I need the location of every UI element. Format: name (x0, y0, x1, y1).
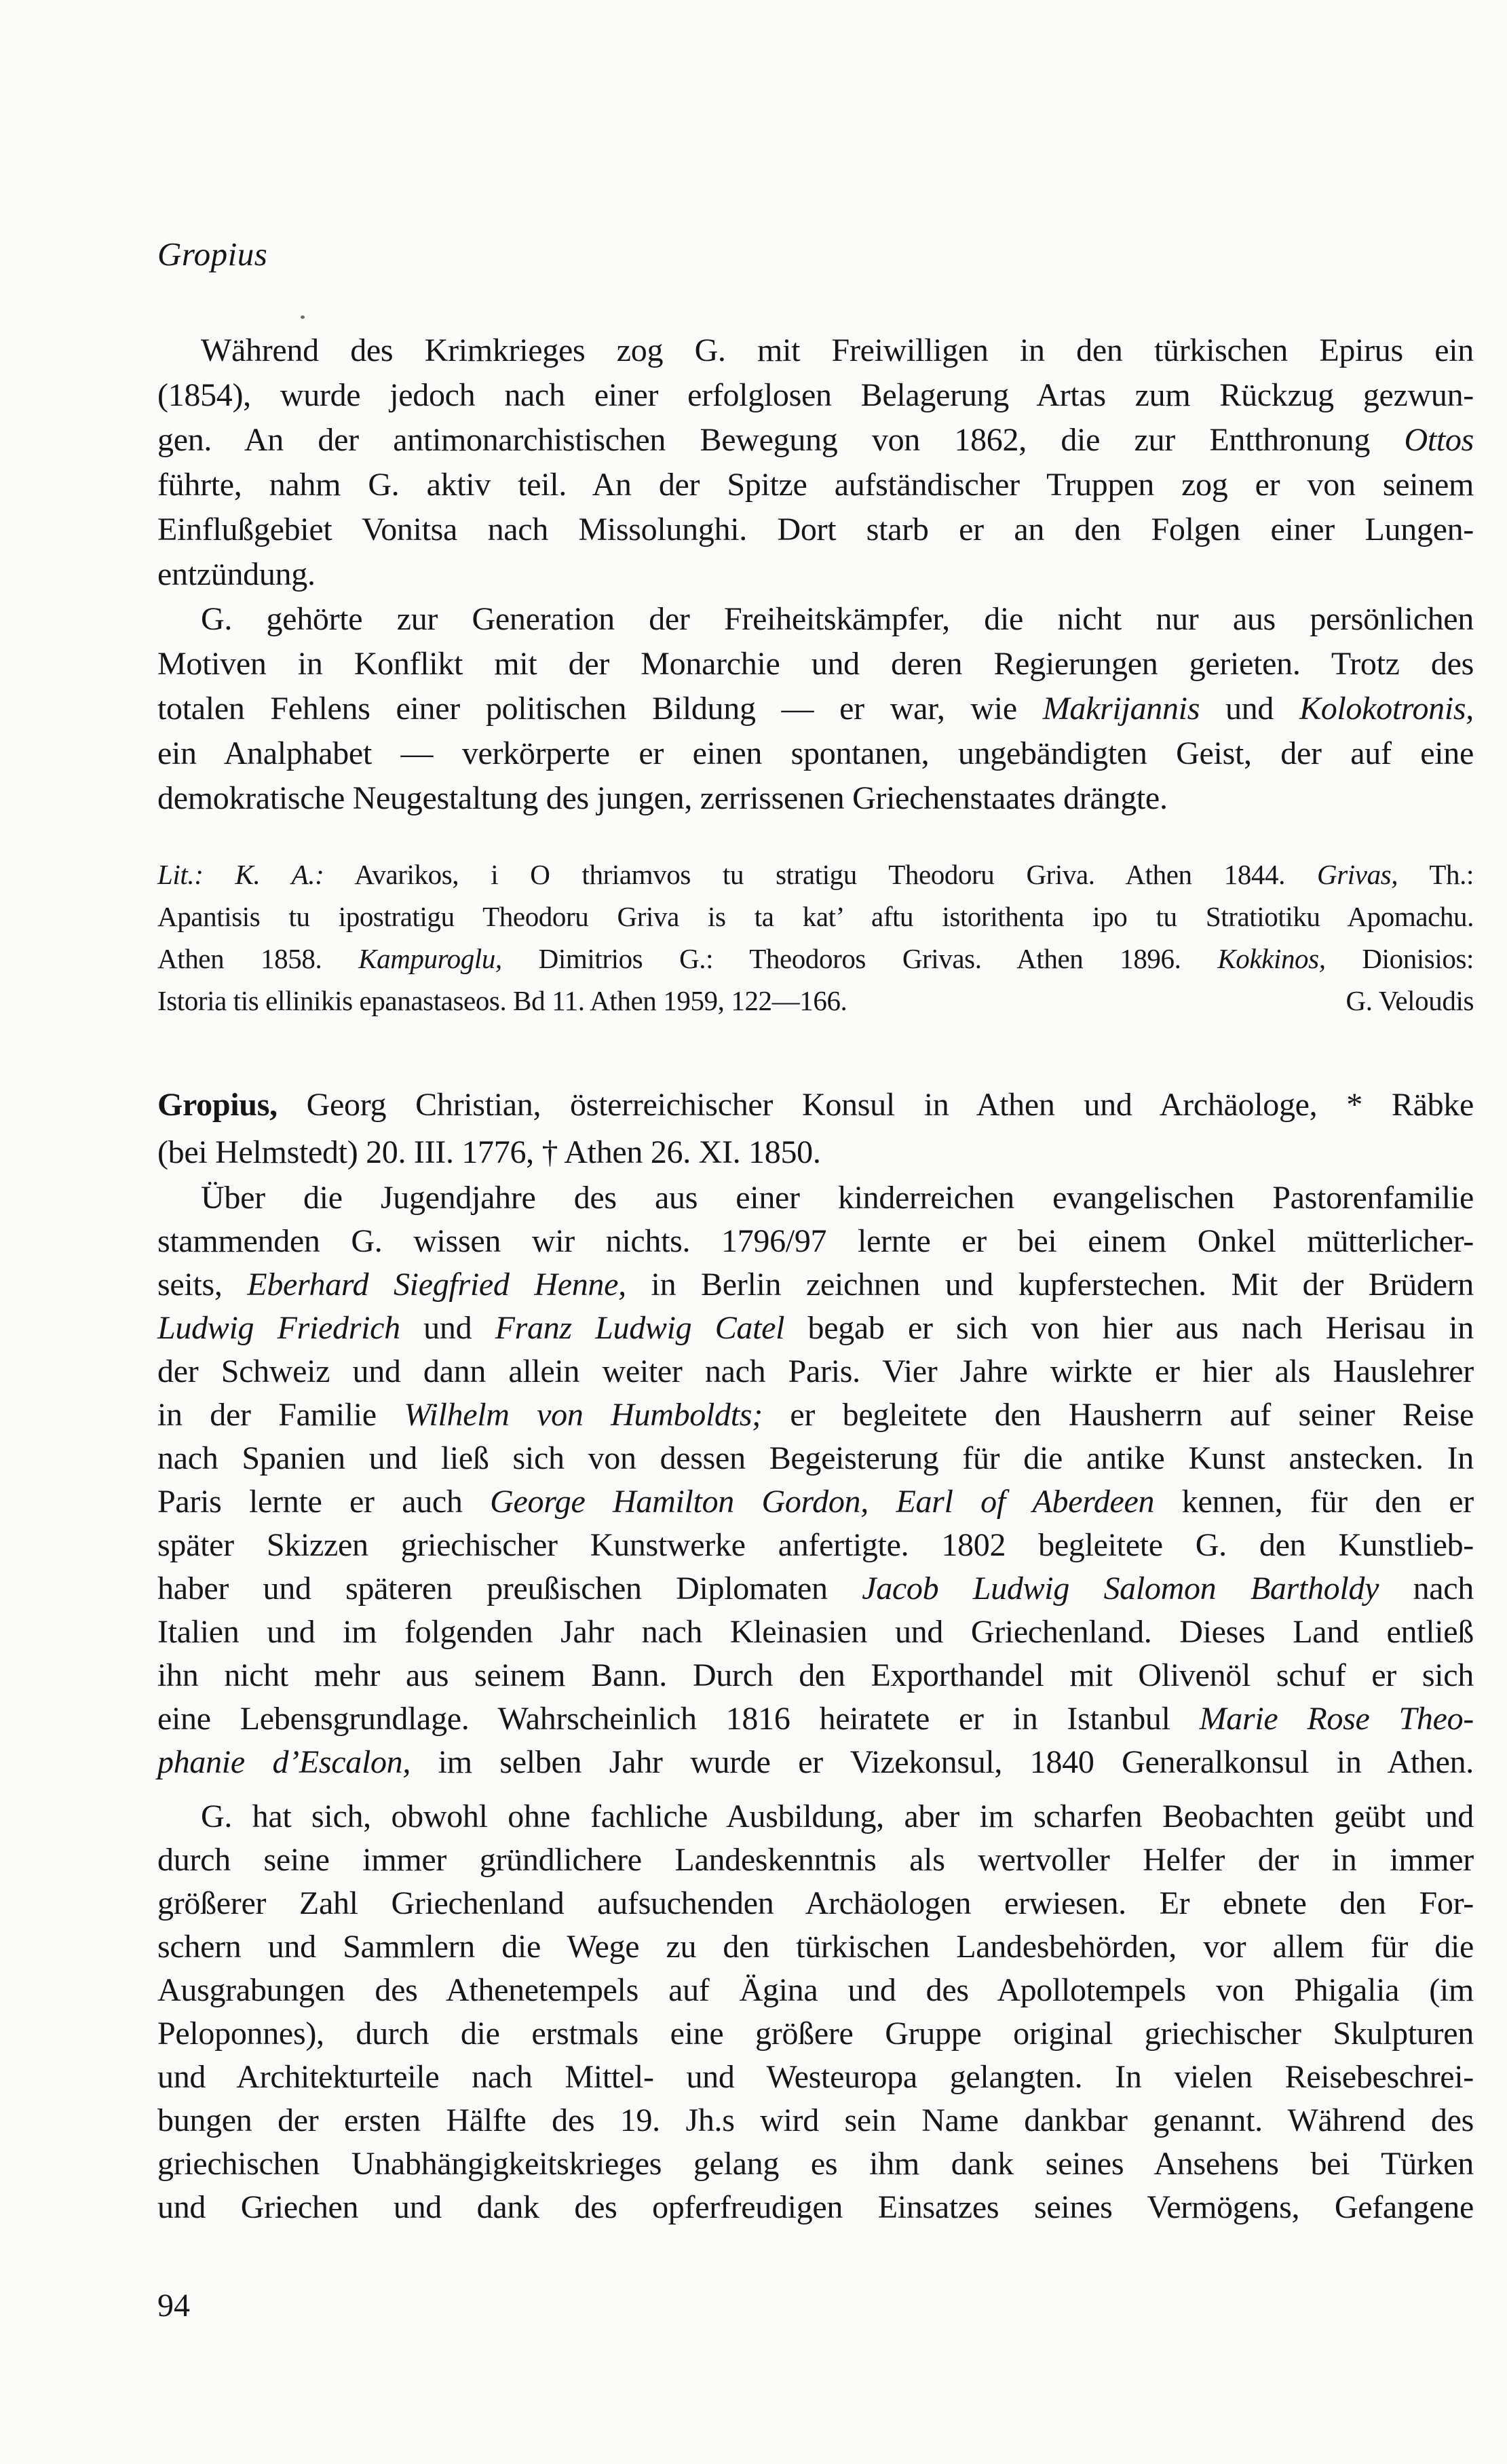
line-text: durch seine immer gründlichere Landeskenntnis als wertvoller Helfer der in immer (157, 1842, 1474, 1878)
text-line (157, 1437, 1474, 1480)
literature-block (157, 853, 1474, 1022)
text-line (157, 597, 1474, 642)
line-text: Apantisis tu ipostratigu Theodoru Griva is ta kat’ aftu istorithenta ipo tu Stratiotiku Apomachu. (157, 901, 1474, 932)
line-text: (1854), wurde jedoch nach einer erfolglosen Belagerung Artas zum Rückzug gezwun- (157, 377, 1474, 413)
line-text: und Architekturteile nach Mittel- und Westeuropa gelangten. In vielen Reisebeschrei- (157, 2059, 1474, 2095)
text-line (157, 507, 1474, 552)
text-line (157, 1393, 1474, 1437)
text-line (157, 731, 1474, 776)
line-text: G. gehörte zur Generation der Freiheitskämpfer, die nicht nur aus persönlichen (201, 601, 1474, 637)
text-line (157, 1969, 1474, 2012)
line-text: Paris lernte er auch George Hamilton Gordon, Earl of Aberdeen kennen, für den er (157, 1484, 1474, 1520)
text-line (157, 896, 1474, 938)
text-line (157, 1925, 1474, 1969)
line-text: demokratische Neugestaltung des jungen, zerrissenen Griechenstaates drängte. (157, 780, 1168, 816)
line-text: gen. An der antimonarchistischen Bewegung von 1862, die zur Entthronung Ottos (157, 422, 1474, 458)
scan-speck (301, 315, 305, 319)
text-line (157, 1697, 1474, 1741)
line-text: in der Familie Wilhelm von Humboldts; er begleitete den Hausherrn auf seiner Reise (157, 1397, 1474, 1433)
text-line (157, 2012, 1474, 2056)
line-text: ihn nicht mehr aus seinem Bann. Durch den Exporthandel mit Olivenöl schuf er sich (157, 1657, 1474, 1693)
entry-heading (157, 1081, 1474, 1176)
line-text: totalen Fehlens einer politischen Bildung — er war, wie Makrijannis und Kolokotronis, (157, 691, 1474, 727)
line-text: Lit.: K. A.: Avarikos, i O thriamvos tu stratigu Theodoru Griva. Athen 1844. Grivas, Th.: (157, 859, 1474, 890)
line-text: phanie d’Escalon, im selben Jahr wurde er Vizekonsul, 1840 Generalkonsul in Athen. (157, 1744, 1474, 1780)
line-text: und Griechen und dank des opferfreudigen Einsatzes seines Vermögens, Gefangene (157, 2189, 1474, 2225)
text-line (157, 1081, 1474, 1129)
text-line (157, 1524, 1474, 1567)
text-line (157, 1307, 1474, 1350)
line-text: schern und Sammlern die Wege zu den türkischen Landesbehörden, vor allem für die (157, 1929, 1474, 1965)
text-line (157, 1741, 1474, 1784)
text-line (157, 2142, 1474, 2186)
line-text: Ludwig Friedrich und Franz Ludwig Catel begab er sich von hier aus nach Herisau in (157, 1310, 1474, 1346)
text-line (157, 687, 1474, 731)
line-text: Ausgrabungen des Athenetempels auf Ägina und des Apollotempels von Phigalia (im (157, 1972, 1474, 2008)
text-line (157, 2099, 1474, 2142)
text-line (157, 418, 1474, 463)
text-line (157, 1480, 1474, 1524)
line-text: entzündung. (157, 556, 316, 592)
line-text: griechischen Unabhängigkeitskrieges gelang es ihm dank seines Ansehens bei Türken (157, 2146, 1474, 2182)
line-text: Gropius, Georg Christian, österreichischer Konsul in Athen und Archäologe, * Räbke (157, 1087, 1474, 1123)
text-line (157, 1882, 1474, 1925)
text-line (157, 1611, 1474, 1654)
line-text: (bei Helmstedt) 20. III. 1776, † Athen 26. XI. 1850. (157, 1134, 821, 1170)
line-text: Istoria tis ellinikis epanastaseos. Bd 11. Athen 1959, 122—166. (157, 985, 847, 1016)
line-text: Italien und im folgenden Jahr nach Kleinasien und Griechenland. Dieses Land entließ (157, 1614, 1474, 1650)
text-line (157, 1839, 1474, 1882)
text-line (157, 980, 1474, 1022)
text-line (157, 373, 1474, 418)
text-line (157, 853, 1474, 896)
line-text: bungen der ersten Hälfte des 19. Jh.s wird sein Name dankbar genannt. Während des (157, 2102, 1474, 2138)
line-text: Athen 1858. Kampuroglu, Dimitrios G.: Theodoros Grivas. Athen 1896. Kokkinos, Dionisios: (157, 943, 1474, 974)
line-text: nach Spanien und ließ sich von dessen Begeisterung für die antike Kunst anstecken. In (157, 1440, 1474, 1476)
line-text: stammenden G. wissen wir nichts. 1796/97 lernte er bei einem Onkel mütterlicher- (157, 1223, 1474, 1259)
line-text: Motiven in Konflikt mit der Monarchie und deren Regierungen gerieten. Trotz des (157, 646, 1474, 682)
line-text: der Schweiz und dann allein weiter nach Paris. Vier Jahre wirkte er hier als Hauslehrer (157, 1353, 1474, 1389)
running-header: Gropius (157, 235, 268, 273)
line-text: Über die Jugendjahre des aus einer kinderreichen evangelischen Pastorenfamilie (201, 1180, 1474, 1216)
text-line (157, 1263, 1474, 1307)
line-text: Einflußgebiet Vonitsa nach Missolunghi. Dort starb er an den Folgen einer Lungen- (157, 512, 1474, 547)
line-text: führte, nahm G. aktiv teil. An der Spitze aufständischer Truppen zog er von seinem (157, 467, 1474, 503)
intro-paragraph-1 (157, 328, 1474, 597)
author-signature: G. Veloudis (1346, 985, 1474, 1016)
entry-paragraph-1 (157, 1176, 1474, 1784)
line-text: seits, Eberhard Siegfried Henne, in Berlin zeichnen und kupferstechen. Mit der Brüdern (157, 1267, 1474, 1303)
text-line (157, 642, 1474, 687)
text-line (157, 1654, 1474, 1697)
text-line (157, 1129, 1474, 1176)
text-line (157, 1795, 1474, 1839)
line-text: später Skizzen griechischer Kunstwerke anfertigte. 1802 begleitete G. den Kunstlieb- (157, 1527, 1474, 1563)
text-blocks (157, 328, 1474, 2229)
text-line (157, 1350, 1474, 1393)
text-line (157, 1567, 1474, 1611)
text-line (157, 1176, 1474, 1220)
line-text: ein Analphabet — verkörperte er einen spontanen, ungebändigten Geist, der auf eine (157, 735, 1474, 771)
text-line (157, 2186, 1474, 2229)
text-line (157, 463, 1474, 507)
text-line (157, 552, 1474, 597)
line-text: G. hat sich, obwohl ohne fachliche Ausbildung, aber im scharfen Beobachten geübt und (201, 1798, 1474, 1834)
line-text: haber und späteren preußischen Diplomaten Jacob Ludwig Salomon Bartholdy nach (157, 1571, 1474, 1606)
page-number: 94 (157, 2288, 190, 2324)
line-text: Peloponnes), durch die erstmals eine größere Gruppe original griechischer Skulpturen (157, 2016, 1474, 2052)
line-text: Während des Krimkrieges zog G. mit Freiwilligen in den türkischen Epirus ein (201, 332, 1474, 368)
text-line (157, 328, 1474, 373)
entry-paragraph-2 (157, 1795, 1474, 2229)
text-line (157, 2056, 1474, 2099)
text-line (157, 938, 1474, 980)
line-text: größerer Zahl Griechenland aufsuchenden Archäologen erwiesen. Er ebnete den For- (157, 1885, 1474, 1921)
text-line (157, 1220, 1474, 1263)
text-column (157, 0, 1474, 2326)
line-text: eine Lebensgrundlage. Wahrscheinlich 1816 heiratete er in Istanbul Marie Rose Theo- (157, 1701, 1474, 1737)
intro-paragraph-2 (157, 597, 1474, 821)
text-line (157, 776, 1474, 821)
